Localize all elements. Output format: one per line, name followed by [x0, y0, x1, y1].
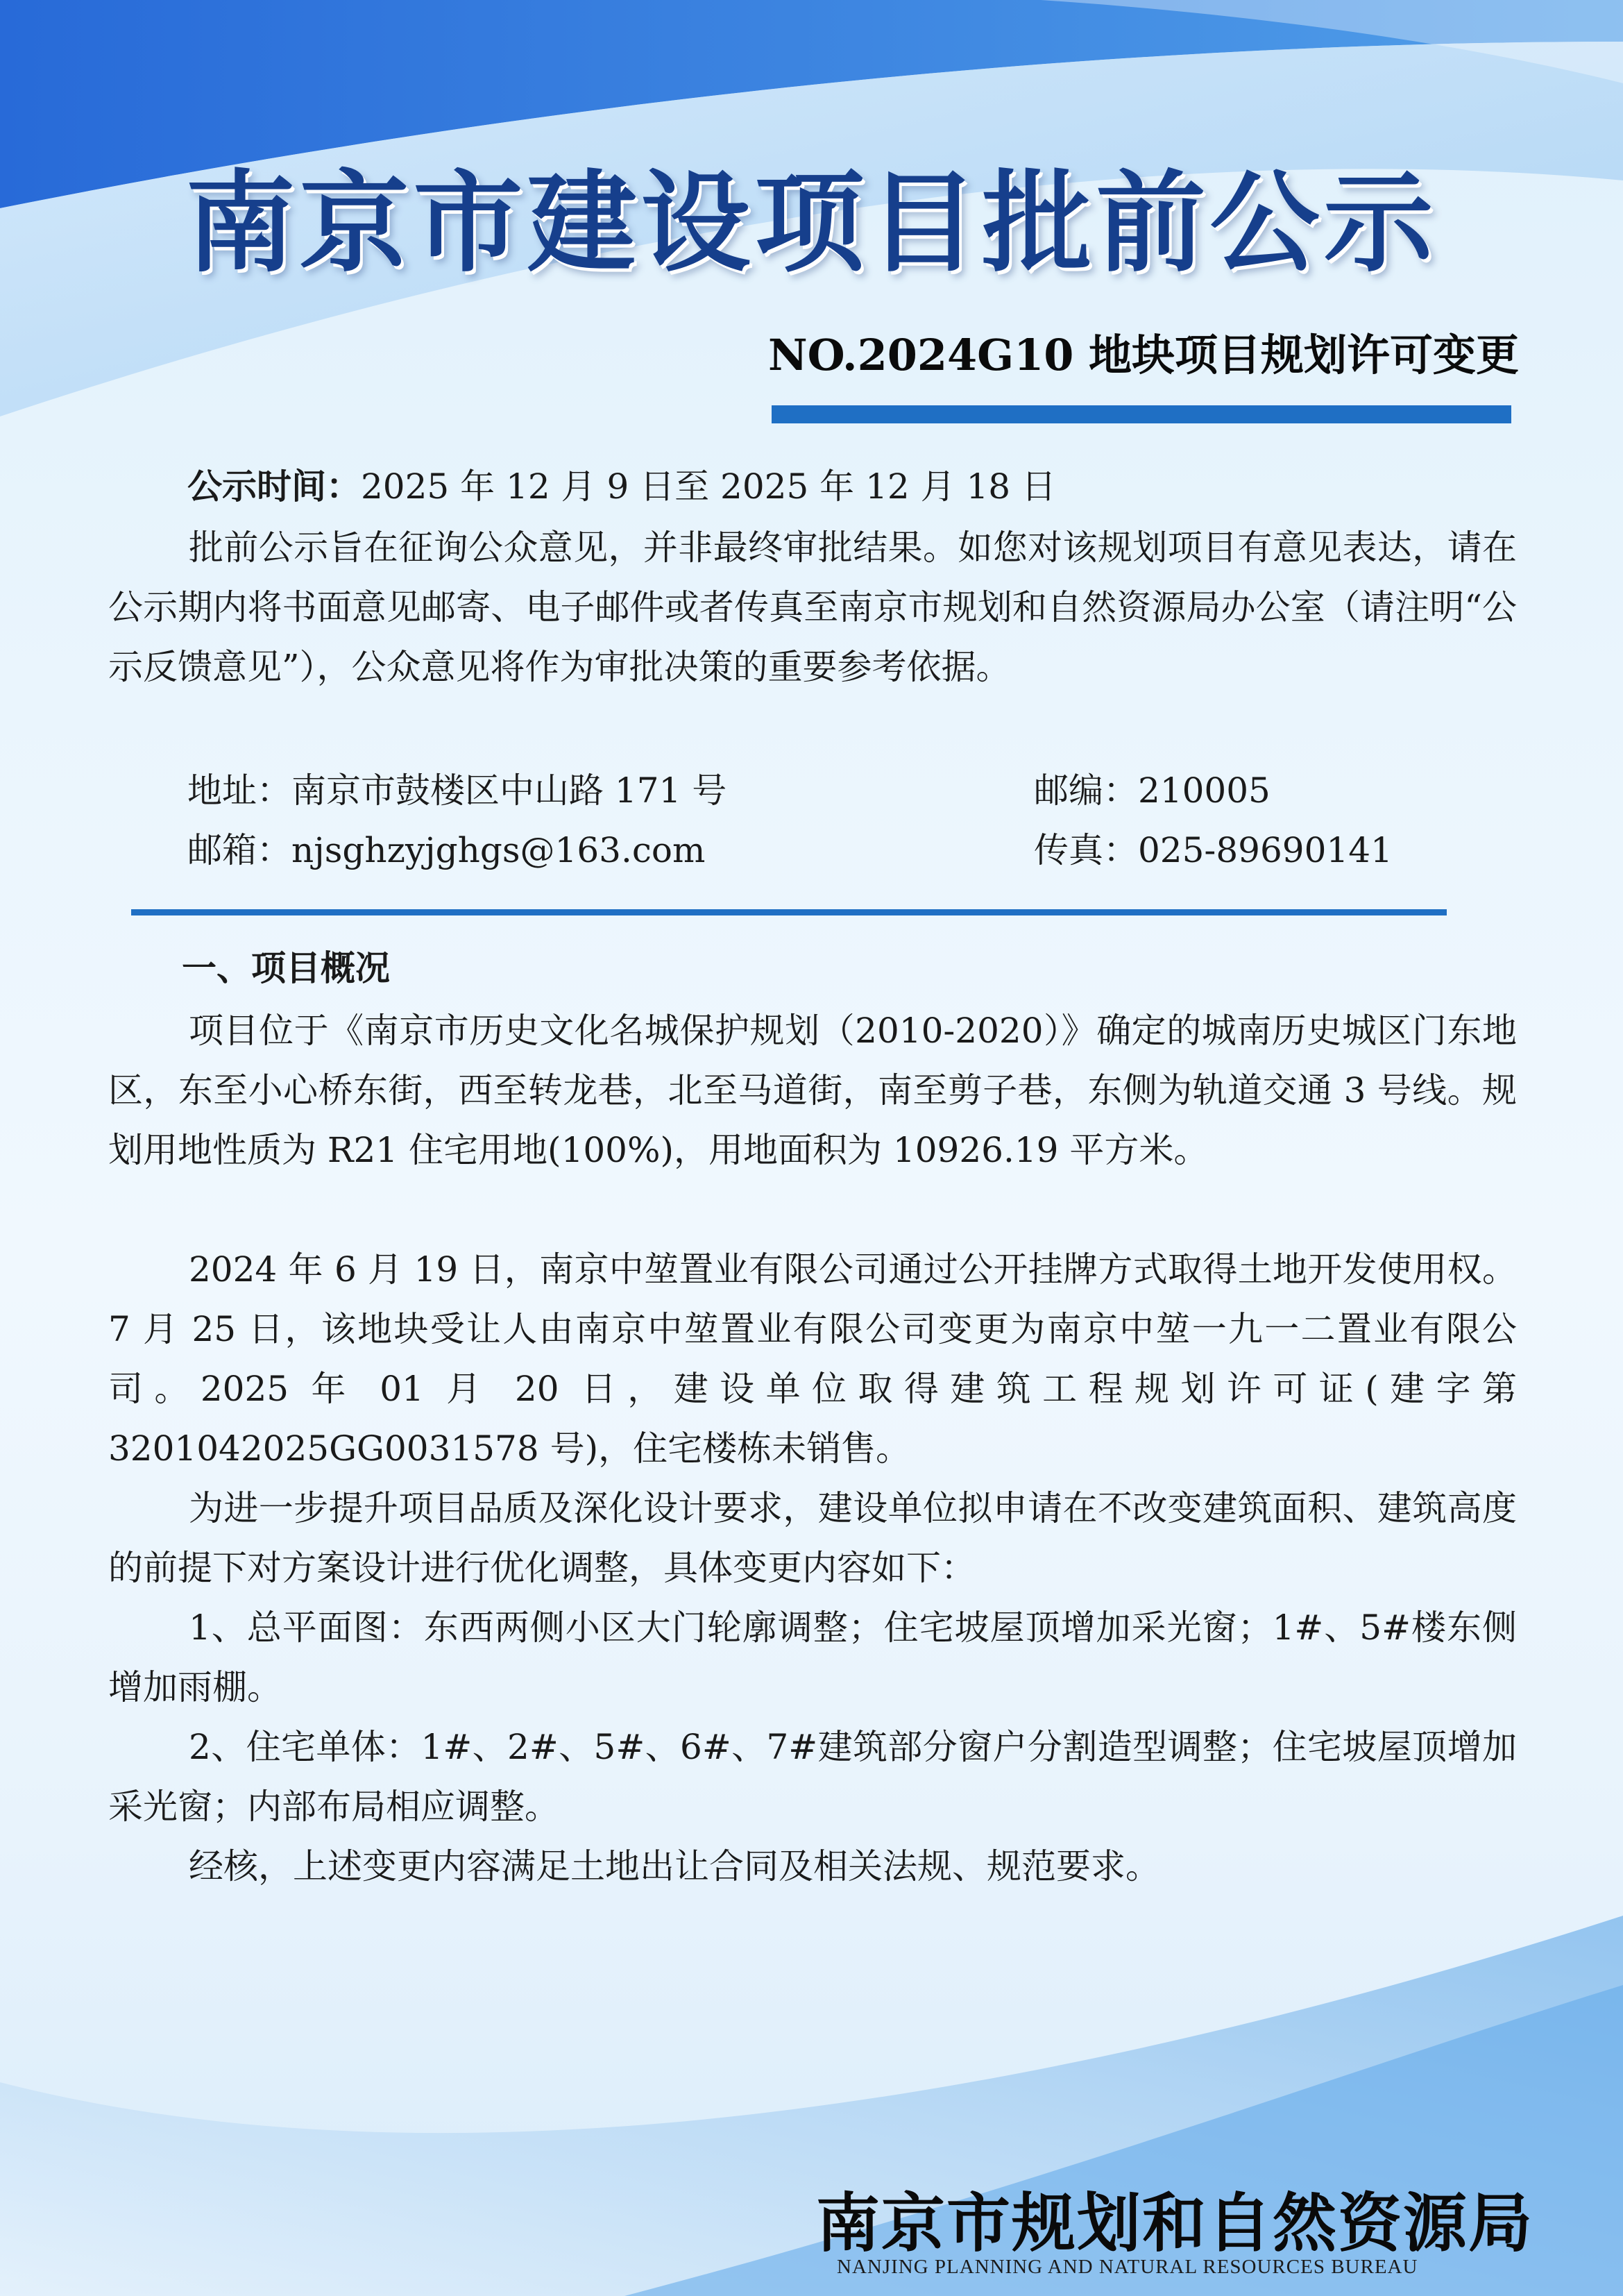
publicity-period-label: 公示时间： [187, 466, 361, 507]
fax-value: 025-89690141 [1138, 830, 1393, 870]
postcode-line [1034, 761, 1271, 820]
section-divider [131, 909, 1447, 915]
address-line [187, 761, 726, 820]
notice-intro: 批前公示旨在征询公众意见，并非最终审批结果。如您对该规划项目有意见表达，请在公示期内将书面意见邮寄、电子邮件或者传真至南京市规划和自然资源局办公室（请注明“公示反馈意见”），公众意见将作为审批决策的重要参考依据。 [108, 527, 1517, 687]
postcode-value: 210005 [1138, 770, 1271, 811]
fax-label: 传真： [1034, 830, 1138, 870]
subtitle-divider [772, 405, 1511, 423]
section-heading: 一、项目概况 [182, 948, 390, 988]
email-line [187, 820, 705, 880]
paragraph-location: 项目位于《南京市历史文化名城保护规划（2010-2020）》确定的城南历史城区门东地区，东至小心桥东街，西至转龙巷，北至马道街，南至剪子巷，东侧为轨道交通 3 号线。规划用地性质为 R21 住宅用地(100%)，用地面积为 10926.19 平方米。 [108, 1011, 1517, 1170]
address-value: 南京市鼓楼区中山路 171 号 [291, 770, 727, 811]
paragraph-purpose: 为进一步提升项目品质及深化设计要求，建设单位拟申请在不改变建筑面积、建筑高度的前提下对方案设计进行优化调整，具体变更内容如下： [108, 1488, 1517, 1588]
page-title: 南京市建设项目批前公示 [185, 160, 1438, 287]
email-label: 邮箱： [187, 830, 291, 870]
issuing-organization-en: NANJING PLANNING AND NATURAL RESOURCES BUREAU [837, 2256, 1418, 2278]
paragraph-conclusion: 经核，上述变更内容满足土地出让合同及相关法规、规范要求。 [189, 1846, 1160, 1886]
notice-subtitle: NO.2024G10 地块项目规划许可变更 [767, 330, 1519, 380]
fax-line [1034, 820, 1393, 880]
publicity-period [187, 457, 1056, 516]
address-label: 地址： [187, 770, 291, 811]
paragraph-history: 2024 年 6 月 19 日，南京中堃置业有限公司通过公开挂牌方式取得土地开发使用权。7 月 25 日，该地块受让人由南京中堃置业有限公司变更为南京中堃一九一二置业有限公司。2025 年 01 月 20 日，建设单位取得建筑工程规划许可证(建字第 3201042025GG0031578 号)，住宅楼栋未销售。 [108, 1249, 1517, 1469]
paragraph-change-1: 1、总平面图：东西两侧小区大门轮廓调整；住宅坡屋顶增加采光窗；1#、5#楼东侧增加雨棚。 [108, 1607, 1517, 1707]
paragraph-change-2: 2、住宅单体：1#、2#、5#、6#、7#建筑部分窗户分割造型调整；住宅坡屋顶增加采光窗；内部布局相应调整。 [108, 1727, 1517, 1827]
email-value: njsghzyjghgs@163.com [291, 830, 706, 870]
postcode-label: 邮编： [1034, 770, 1138, 811]
publicity-period-value: 2025 年 12 月 9 日至 2025 年 12 月 18 日 [361, 466, 1057, 507]
issuing-organization: 南京市规划和自然资源局 [816, 2186, 1534, 2261]
